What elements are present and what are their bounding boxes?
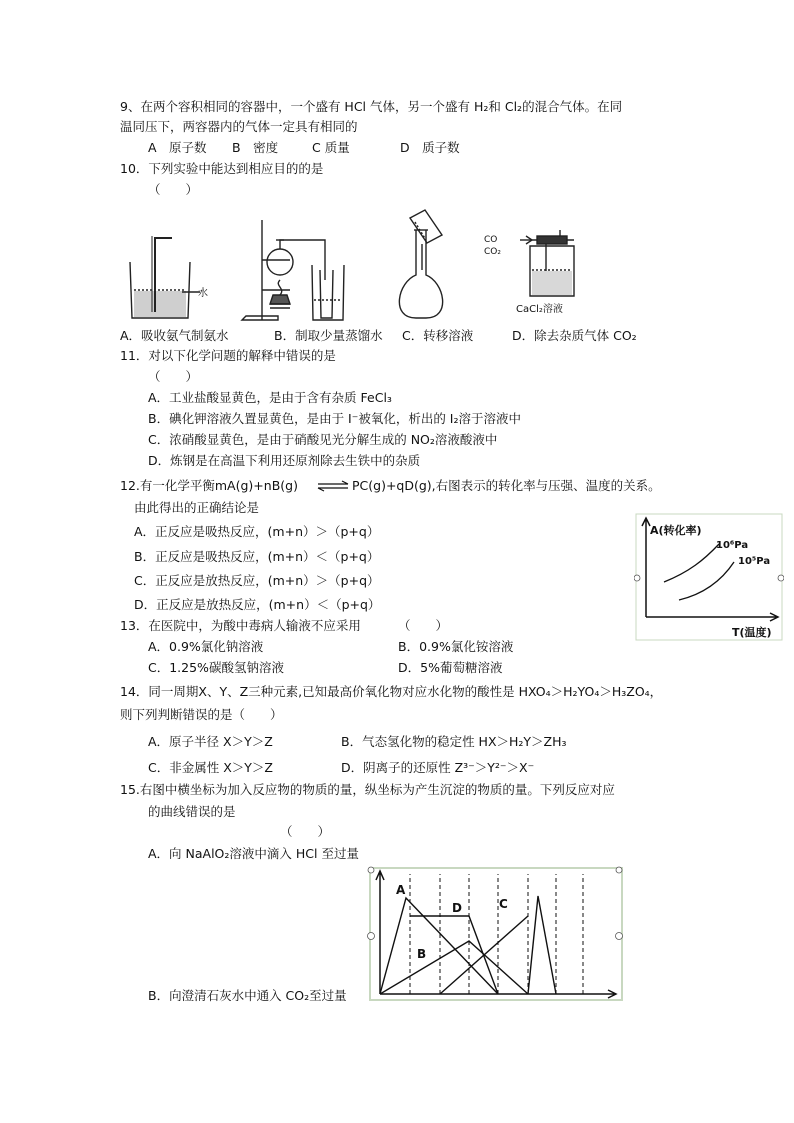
q15-stem-line1: 15.右图中横坐标为加入反应物的物质的量，纵坐标为产生沉淀的物质的量。下列反应对应 bbox=[120, 782, 615, 797]
q12-option-b: B．正反应是吸热反应，(m+n）＜（p+q） bbox=[134, 549, 380, 564]
q11-option-d: D．炼钢是在高温下利用还原剂除去生铁中的杂质 bbox=[148, 453, 421, 468]
q9-stem-line2: 温同压下，两容器内的气体一定具有相同的 bbox=[120, 119, 358, 134]
q10-apparatus-figure bbox=[120, 200, 590, 325]
q14-option-a: A．原子半径 X＞Y＞Z bbox=[148, 734, 273, 749]
q15-label-d: D bbox=[452, 901, 462, 915]
apparatus-cacl2-label: CaCl₂溶液 bbox=[516, 304, 563, 315]
q10-option-a: A．吸收氨气制氨水 bbox=[120, 328, 229, 343]
q10-answer-paren: （ ） bbox=[148, 182, 199, 197]
q14-option-d: D．阴离子的还原性 Z³⁻＞Y²⁻＞X⁻ bbox=[341, 760, 535, 775]
q12-curve-high-pressure bbox=[664, 544, 719, 582]
q13-answer-paren: （ ） bbox=[398, 618, 449, 633]
apparatus-a-beaker bbox=[130, 236, 200, 318]
q13-option-b: B．0.9%氯化铵溶液 bbox=[398, 639, 514, 654]
apparatus-co-label: CO bbox=[484, 235, 498, 245]
q12-stem-right: PC(g)+qD(g),右图表示的转化率与压强、温度的关系。 bbox=[352, 478, 661, 493]
q15-stem-line2: 的曲线错误的是 bbox=[148, 804, 236, 819]
q14-option-b: B．气态氢化物的稳定性 HX＞H₂Y＞ZH₃ bbox=[341, 734, 567, 749]
q12-curve-low-pressure bbox=[679, 562, 734, 600]
q12-option-a: A．正反应是吸热反应，(m+n）＞（p+q） bbox=[134, 524, 380, 539]
q15-option-a: A．向 NaAlO₂溶液中滴入 HCl 至过量 bbox=[148, 846, 359, 861]
q13-option-c: C．1.25%碳酸氢钠溶液 bbox=[148, 660, 284, 675]
q10-option-b: B．制取少量蒸馏水 bbox=[274, 328, 383, 343]
q13-option-a: A．0.9%氯化钠溶液 bbox=[148, 639, 264, 654]
q11-option-c: C．浓硝酸显黄色，是由于硝酸见光分解生成的 NO₂溶液酸液中 bbox=[148, 432, 498, 447]
q11-option-a: A．工业盐酸显黄色，是由于含有杂质 FeCl₃ bbox=[148, 390, 392, 405]
q9-option-c: C 质量 bbox=[312, 140, 350, 155]
q12-y-axis-label: A(转化率) bbox=[650, 524, 702, 537]
q14-stem-line1: 14．同一周期X、Y、Z三种元素,已知最高价氧化物对应水化物的酸性是 HXO₄＞H₂YO₄＞H₃ZO₄， bbox=[120, 684, 663, 699]
q12-x-axis bbox=[646, 613, 778, 621]
q12-stem-line2: 由此得出的正确结论是 bbox=[134, 500, 260, 515]
q15-precipitate-graph bbox=[366, 866, 626, 1002]
q12-curve2-label: 10⁵Pa bbox=[738, 556, 771, 567]
q11-answer-paren: （ ） bbox=[148, 369, 199, 384]
apparatus-co2-label: CO₂ bbox=[484, 247, 501, 257]
q12-x-axis-label: T(温度) bbox=[732, 626, 772, 639]
q12-curve1-label: 10⁶Pa bbox=[716, 540, 749, 551]
q12-y-axis bbox=[642, 518, 650, 617]
q13-option-d: D．5%葡萄糖溶液 bbox=[398, 660, 503, 675]
q9-option-a: A 原子数 bbox=[148, 140, 207, 155]
q11-option-b: B．碘化钾溶液久置显黄色，是由于 I⁻被氧化，析出的 I₂溶于溶液中 bbox=[148, 411, 522, 426]
q15-answer-paren: （ ） bbox=[280, 824, 331, 839]
apparatus-b-distillation bbox=[242, 220, 344, 320]
apparatus-c-volumetric-flask bbox=[399, 210, 442, 318]
q15-label-c: C bbox=[499, 897, 508, 911]
q14-option-c: C．非金属性 X＞Y＞Z bbox=[148, 760, 273, 775]
q10-stem: 10．下列实验中能达到相应目的的是 bbox=[120, 161, 324, 176]
q10-option-c: C．转移溶液 bbox=[402, 328, 474, 343]
q12-stem-left: 12.有一化学平衡mA(g)+nB(g) bbox=[120, 478, 298, 493]
q13-stem: 13．在医院中，为酸中毒病人输液不应采用 bbox=[120, 618, 361, 633]
q12-conversion-temperature-graph bbox=[634, 512, 784, 642]
q9-option-d: D 质子数 bbox=[400, 140, 460, 155]
q14-stem-line2: 则下列判断错误的是（ ） bbox=[120, 707, 283, 722]
apparatus-water-label: 水 bbox=[198, 288, 208, 299]
q10-option-d: D．除去杂质气体 CO₂ bbox=[512, 328, 637, 343]
q9-stem-line1: 9、在两个容积相同的容器中，一个盛有 HCl 气体，另一个盛有 H₂和 Cl₂的混合气体。在同 bbox=[120, 99, 623, 114]
q12-option-c: C．正反应是放热反应，(m+n）＞（p+q） bbox=[134, 573, 380, 588]
q9-option-b: B 密度 bbox=[232, 140, 279, 155]
q15-y-axis bbox=[376, 871, 384, 994]
apparatus-d-wash-bottle bbox=[520, 230, 574, 296]
q15-label-a: A bbox=[396, 883, 406, 897]
q12-option-d: D．正反应是放热反应，(m+n）＜（p+q） bbox=[134, 597, 381, 612]
q15-gridlines bbox=[410, 874, 583, 994]
q11-stem: 11．对以下化学问题的解释中错误的是 bbox=[120, 348, 336, 363]
q15-option-b: B．向澄清石灰水中通入 CO₂至过量 bbox=[148, 988, 347, 1003]
equilibrium-arrows-icon bbox=[316, 480, 350, 492]
q15-label-b: B bbox=[417, 947, 427, 961]
